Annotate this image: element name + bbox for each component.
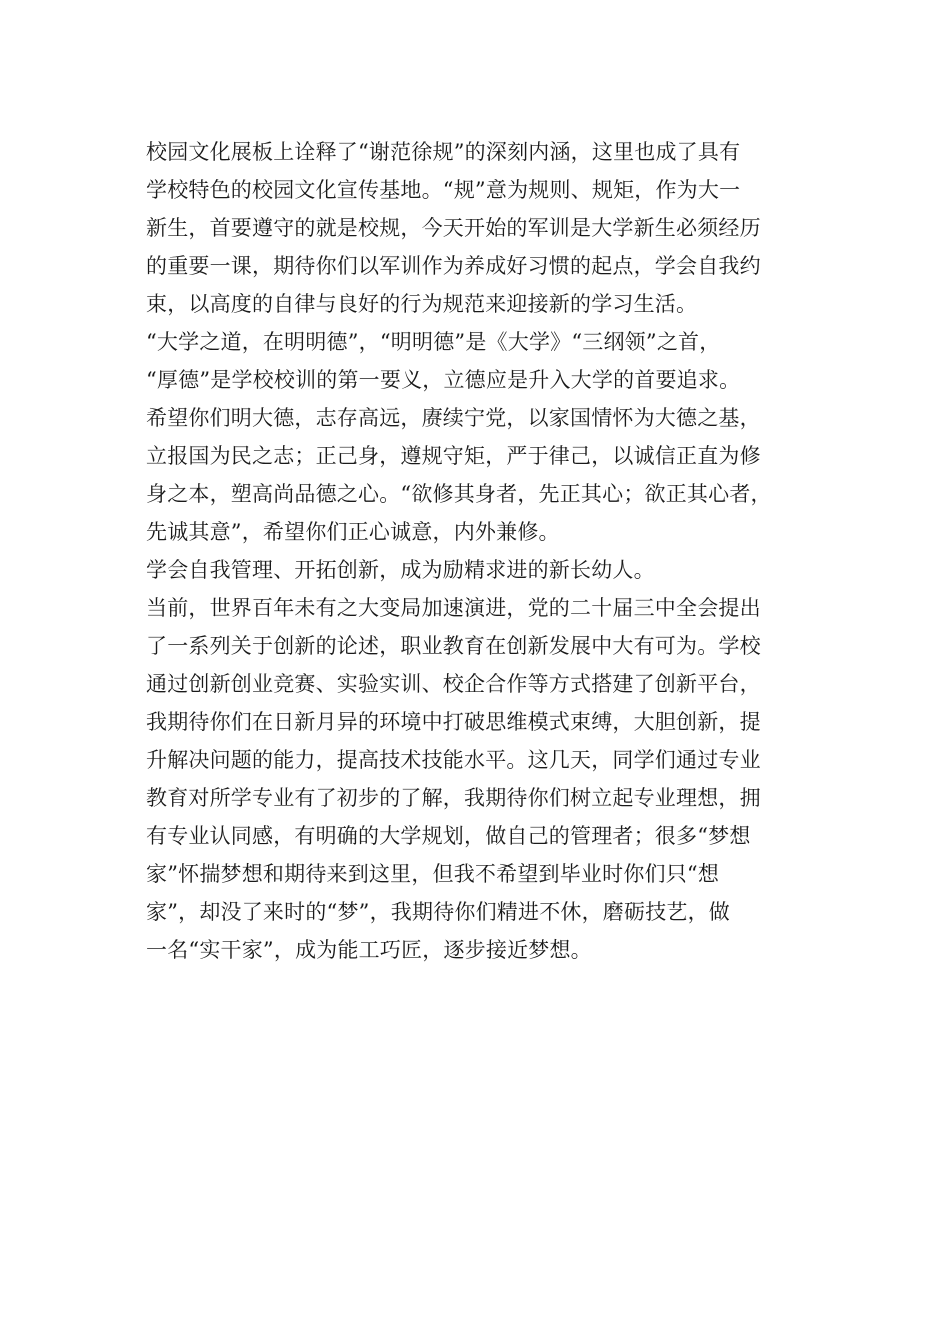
text-line-20: 家”怀揣梦想和期待来到这里，但我不希望到毕业时你们只“想 — [146, 862, 720, 886]
text-line-19: 有专业认同感，有明确的大学规划，做自己的管理者；很多“梦想 — [146, 824, 751, 848]
text-line-1: 校园文化展板上诠释了“谢范徐规”的深刻内涵，这里也成了具有 — [146, 140, 741, 164]
text-line-10: 身之本，塑高尚品德之心。“欲修其身者，先正其心；欲正其心者， — [146, 482, 772, 506]
text-line-11: 先诚其意”，希望你们正心诚意，内外兼修。 — [146, 520, 560, 544]
text-line-4: 的重要一课，期待你们以军训作为养成好习惯的起点，学会自我约 — [146, 254, 761, 278]
text-line-8: 希望你们明大德，志存高远，赓续宁党，以家国情怀为大德之基， — [146, 406, 761, 430]
text-line-7: “厚德”是学校校训的第一要义，立德应是升入大学的首要追求。 — [146, 368, 741, 392]
text-line-6: “大学之道，在明明德”，“明明德”是《大学》“三纲领”之首， — [146, 330, 721, 354]
text-line-16: 我期待你们在日新月异的环境中打破思维模式束缚，大胆创新，提 — [146, 710, 761, 734]
text-line-17: 升解决问题的能力，提高技术技能水平。这几天，同学们通过专业 — [146, 748, 761, 772]
text-line-22: 一名“实干家”，成为能工巧匠，逐步接近梦想。 — [146, 938, 592, 962]
text-line-15: 通过创新创业竞赛、实验实训、校企合作等方式搭建了创新平台， — [146, 672, 761, 696]
text-line-5: 束，以高度的自律与良好的行为规范来迎接新的学习生活。 — [146, 292, 698, 316]
text-line-21: 家”，却没了来时的“梦”，我期待你们精进不休，磨砺技艺，做 — [146, 900, 731, 924]
text-line-12: 学会自我管理、开拓创新，成为励精求进的新长幼人。 — [146, 558, 655, 582]
text-line-14: 了一系列关于创新的论述，职业教育在创新发展中大有可为。学校 — [146, 634, 761, 658]
text-line-9: 立报国为民之志；正己身，遵规守矩，严于律己，以诚信正直为修 — [146, 444, 761, 468]
body-text — [146, 133, 811, 969]
text-line-2: 学校特色的校园文化宣传基地。“规”意为规则、规矩，作为大一 — [146, 178, 741, 202]
text-line-18: 教育对所学专业有了初步的了解，我期待你们树立起专业理想，拥 — [146, 786, 761, 810]
text-line-3: 新生，首要遵守的就是校规，今天开始的军训是大学新生必须经历 — [146, 216, 761, 240]
text-line-13: 当前，世界百年未有之大变局加速演进，党的二十届三中全会提出 — [146, 596, 761, 620]
